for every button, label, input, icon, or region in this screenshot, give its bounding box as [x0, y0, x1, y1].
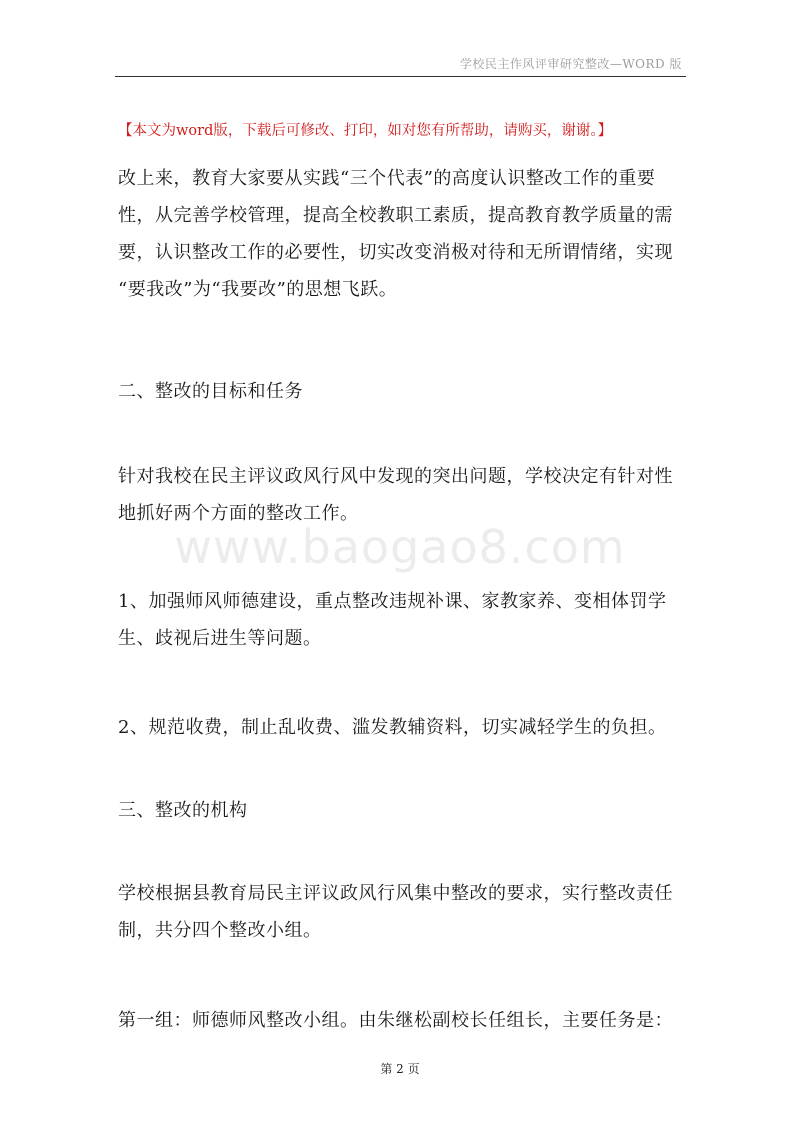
paragraph-line: “要我改”为“我要改”的思想飞跃。: [118, 279, 398, 300]
paragraph-line: 针对我校在民主评议政风行风中发现的突出问题，学校决定有针对性: [118, 466, 673, 487]
document-header-title: 学校民主作风评审研究整改—WORD 版: [459, 57, 682, 71]
paragraph-line: 1、加强师风师德建设，重点整改违规补课、家教家养、变相体罚学: [118, 591, 667, 612]
paragraph-line: 学校根据县教育局民主评议政风行风集中整改的要求，实行整改责任: [118, 883, 673, 904]
section-heading-organization: [118, 792, 684, 829]
paragraph-line: 生、歧视后进生等问题。: [118, 628, 322, 649]
paragraph-line: 改上来，教育大家要从实践“三个代表”的高度认识整改工作的重要: [118, 168, 656, 189]
paragraph-line: 第一组：师德师风整改小组。由朱继松副校长任组长，主要任务是：: [118, 1010, 673, 1031]
paragraph-line: 地抓好两个方面的整改工作。: [118, 503, 359, 524]
heading-text: 三、整改的机构: [118, 800, 248, 821]
purchase-notice: 【本文为word版，下载后可修改、打印，如对您有所帮助，请购买，谢谢。】: [118, 123, 613, 139]
list-item-2: [118, 709, 684, 746]
paragraph-group-one: [118, 1002, 684, 1039]
paragraph-rectification-attitude: [118, 160, 684, 308]
section-heading-goals: [118, 373, 684, 410]
list-item-1: [118, 583, 684, 657]
watermark: www.baogao8.com: [174, 520, 626, 574]
heading-text: 二、整改的目标和任务: [118, 381, 303, 402]
paragraph-targeted-work: [118, 458, 684, 532]
paragraph-line: 性，从完善学校管理，提高全校教职工素质，提高教育教学质量的需: [118, 205, 673, 226]
header-divider: [115, 76, 686, 77]
page-number: 第 2 页: [380, 1062, 420, 1076]
paragraph-responsibility-system: [118, 875, 684, 949]
paragraph-line: 2、规范收费，制止乱收费、滥发教辅资料，切实减轻学生的负担。: [118, 717, 667, 738]
paragraph-line: 制，共分四个整改小组。: [118, 920, 322, 941]
paragraph-line: 要，认识整改工作的必要性，切实改变消极对待和无所谓情绪，实现: [118, 242, 673, 263]
